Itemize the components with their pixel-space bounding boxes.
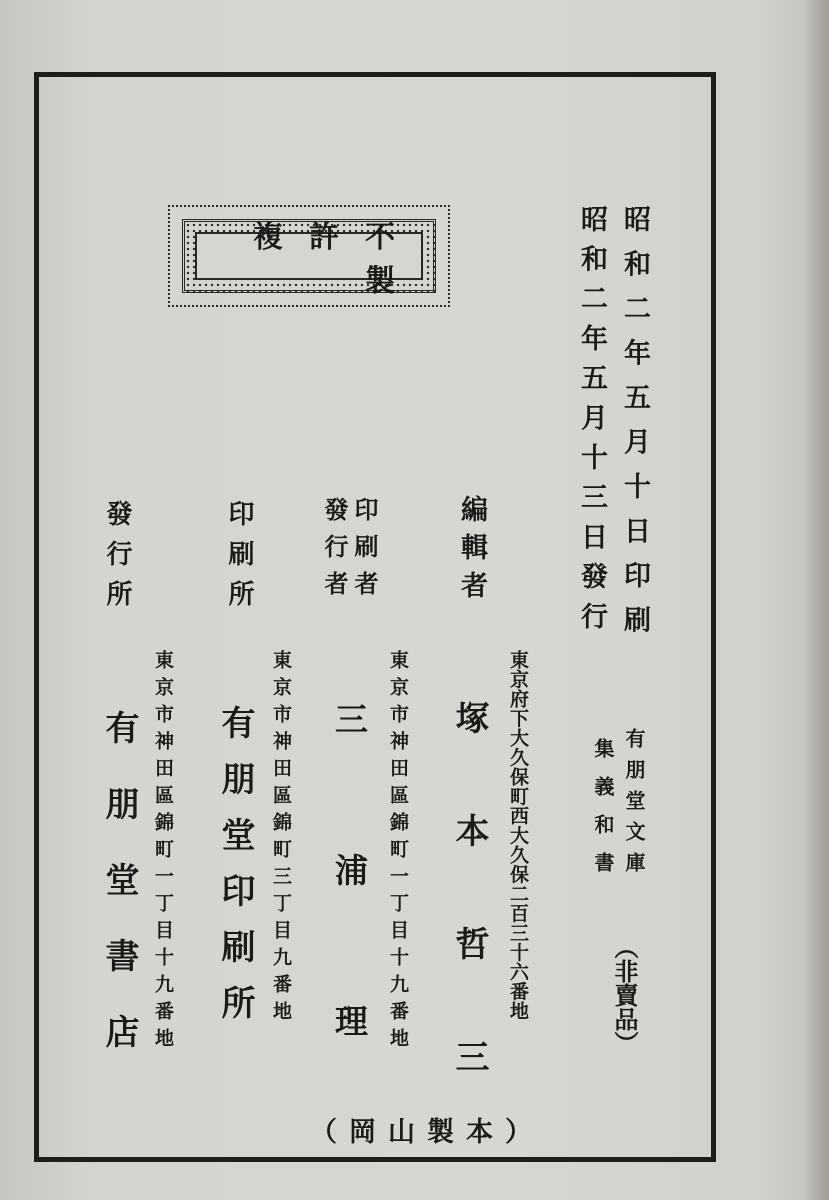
- page-edge-shadow: [803, 0, 829, 1200]
- non-sale-note: （非賣品）: [610, 935, 639, 1055]
- printing-office-role: 印刷所: [224, 500, 254, 620]
- printer-role: 印刷者: [350, 497, 379, 608]
- publisher-name: 三浦理: [330, 702, 369, 1155]
- editor-role: 編輯者: [456, 495, 487, 609]
- copyright-stamp: [168, 205, 450, 307]
- publisher-address: 東京市神田區錦町一丁目十九番地: [387, 650, 409, 1055]
- binding-note: （本製山岡）: [310, 1117, 544, 1148]
- publish-date: 昭和二年五月十三日發行: [576, 205, 607, 642]
- printing-office-name: 有朋堂印刷所: [215, 705, 255, 1041]
- publisher-role: 發行者: [320, 497, 349, 608]
- stamp-text: 不許複製: [253, 220, 421, 299]
- editor-address: 東京府下大久保町西大久保二百三十六番地: [507, 650, 529, 1021]
- stamp-ornament-border: [182, 219, 436, 299]
- stamp-label-box: [195, 220, 423, 299]
- publishing-house-role: 發行所: [102, 500, 132, 620]
- series-title: 集義和書: [591, 738, 615, 890]
- printing-office-address: 東京市神田區錦町三丁目九番地: [270, 650, 292, 1028]
- publishing-house-name: 有朋堂書店: [99, 710, 139, 1090]
- editor-name: 塚本哲三: [449, 700, 489, 1152]
- publishing-house-address: 東京市神田區錦町一丁目十九番地: [152, 650, 174, 1055]
- print-date: 昭和二年五月十日印刷: [619, 205, 650, 650]
- series-library: 有朋堂文庫: [622, 728, 646, 883]
